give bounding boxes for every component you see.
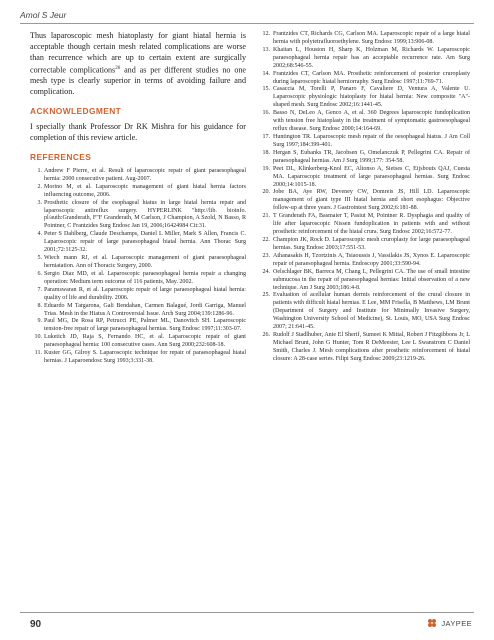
reference-number: 9. bbox=[37, 318, 42, 325]
reference-text: Frantzides CT, Richards CG, Carlson MA. Laparoscopic repair of a large hiatal hernia with polytetrafluoroethylene. Surg Endosc 1999;13:906-08. bbox=[273, 31, 470, 45]
reference-item bbox=[258, 269, 470, 293]
reference-text: Khaitan L, Houston H, Sharp K, Holzman M, Richards W. Laparoscopic paraesophageal hernia repair has an acceptable recurrence rate. Am Surg 2002;68:546-55. bbox=[273, 46, 470, 69]
reference-number: 7. bbox=[37, 286, 42, 293]
reference-number: 12. bbox=[262, 31, 270, 37]
jaypee-logo-icon bbox=[426, 617, 438, 629]
reference-text: Sergio Diaz MD, et al. Laparoscopic paraesophageal hernia repair a changing operation: Medium term outcome of 116 patients, May. 2002. bbox=[44, 270, 246, 285]
reference-text: T Granderath FA, Basmaier T, Pasiut M, Pointner R. Dysphagia and quality of life after laparoscopic Nissen fundoplication in patients with and without prosthetic reinforcement of the hiatal crura. Surg Endosc 2002;16:572-77. bbox=[273, 213, 470, 236]
reference-number: 23. bbox=[262, 252, 270, 259]
reference-text: Andrew F Pierre, et al. Result of laparoscopic repair of giant paraesophageal hernia: 2000 consecutive patient. Aug-2007. bbox=[44, 167, 246, 182]
reference-number: 19. bbox=[262, 165, 270, 172]
acknowledgment-text: I specially thank Professor Dr RK Mishra for his guidance for completion of this review article. bbox=[30, 122, 246, 143]
reference-item bbox=[30, 334, 246, 350]
reference-number: 10. bbox=[34, 334, 42, 341]
reference-item bbox=[30, 303, 246, 319]
reference-item bbox=[258, 110, 470, 134]
reference-text: Champion JK, Rock D. Laparoscopic mesh cruroplasty for large paraesophageal hernias. Surg Endosc 2003;17:551-53. bbox=[273, 236, 470, 251]
reference-text: Morino M, et al. Laparoscopic management of giant hiatal hernia factors influencing outcome, 2006. bbox=[44, 183, 246, 198]
publisher-logo bbox=[426, 617, 472, 629]
reference-list-left bbox=[30, 168, 246, 366]
header-rule bbox=[20, 23, 474, 24]
reference-number: 6. bbox=[37, 270, 42, 277]
reference-item bbox=[258, 253, 470, 269]
reference-number: 1. bbox=[37, 167, 42, 174]
reference-item bbox=[258, 189, 470, 213]
acknowledgment-heading: ACKNOWLEDGMENT bbox=[30, 106, 122, 117]
reference-item bbox=[258, 150, 470, 166]
reference-text: Hergan S, Eubanks TR, Jacobsen G, Omelanczuk P, Pellegrini CA. Repair of paraesophageal hernias. Am J Surg 1999;177: 354-58. bbox=[273, 149, 470, 164]
intro-text-a: Thus laparoscopic mesh hiatoplasty for giant hiatal hernia is acceptable though certain mesh related complications are worse than recurrence which are up to certain extent are surgically correctable complications bbox=[30, 31, 246, 75]
reference-item bbox=[258, 213, 470, 237]
reference-number: 8. bbox=[37, 302, 42, 309]
reference-item bbox=[258, 31, 470, 47]
reference-item bbox=[258, 47, 470, 71]
reference-text: Paul MG, De Rosa RP, Petrucci PE, Palmer ML, Danovitch SH. Laparoscopic tension-free repair of large paraesophageal hernias. Surg Endosc 1997;11:303-07. bbox=[44, 318, 246, 333]
reference-item bbox=[30, 200, 246, 232]
reference-text: Luketich JD, Raja S, Fernando HC, et al. Laparoscopic repair of giant paraesophageal hernia: 100 consecutive cases. Ann Surg 2000;232:608-18. bbox=[44, 334, 246, 349]
page-number: 90 bbox=[30, 619, 42, 630]
reference-text: Paramswaran R, et al. Laparoscopic repair of large paraesophageal hiatal hernia: quality of life and durability. 2006. bbox=[44, 286, 246, 301]
left-column bbox=[30, 31, 246, 366]
reference-list-right bbox=[258, 31, 470, 364]
running-header: Amol S Jeur bbox=[20, 10, 67, 20]
reference-item bbox=[30, 255, 246, 271]
reference-text: Wiech mann RJ, et al. Laparoscopic management of giant paraesophageal herniatation. Ann of Thoracic Surgery, 2000. bbox=[44, 255, 246, 269]
reference-item bbox=[30, 318, 246, 334]
reference-item bbox=[30, 231, 246, 255]
reference-number: 11. bbox=[34, 350, 42, 357]
reference-number: 25. bbox=[262, 292, 270, 299]
reference-item bbox=[258, 166, 470, 190]
reference-number: 4. bbox=[37, 231, 42, 238]
reference-number: 13. bbox=[262, 46, 270, 53]
reference-item bbox=[258, 71, 470, 87]
references-heading: REFERENCES bbox=[30, 151, 92, 162]
publisher-name: JAYPEE bbox=[441, 618, 472, 628]
reference-text: Athanasakis H, Tzortzinis A, Tsiaoussis J, Vassilakis JS, Xynos E. Laparoscopic repair of paraesophageal hernia. Endoscopy 2001;33:590-94. bbox=[273, 252, 470, 267]
reference-number: 5. bbox=[37, 255, 42, 262]
footer-rule bbox=[20, 612, 474, 613]
reference-text: Eduardo M Targarona, Gali Bendahan, Carmen Balagué, Jordi Garriga, Manuel Trias. Mesh in the Hiatus A Controversial Issue. Arch Surg 2004;139:1286-96. bbox=[44, 302, 246, 317]
reference-item bbox=[30, 271, 246, 287]
reference-item bbox=[30, 184, 246, 200]
reference-text: Peet DL, Klinkerberg-Knol EC, Altonso A, Sietses C, Eijsbouts QAJ, Cuesta MA. Laparoscopic treatment of large paraesophageal hernias. Surg Endosc 2000;14:1015-18. bbox=[273, 165, 470, 188]
reference-text: Prosthetic closure of the esophageal hiatus in large hiatal hernia repair and laparoscopic antireflux surgery. HYPERLINK "http://lib. bioinfo. pl/auth:Granderath, F"F Granderath, M Carlson, J Champion, A Szold, N Basso, R Pointner, C Frantzides Surg Endosc Jan 19, 2006;16424984 Cit:31. bbox=[44, 199, 246, 230]
reference-number: 18. bbox=[262, 149, 270, 156]
reference-text: Jobe BA, Aye RW, Deveney CW, Domreis JS, Hill LD. Laparoscopic management of giant type III hiatal hernia and short esophagus: Objective follow-up at three years. J Gastrointest Surg 2002;6:181-88. bbox=[273, 189, 470, 212]
reference-number: 16. bbox=[262, 110, 270, 117]
reference-item bbox=[258, 237, 470, 253]
reference-item bbox=[30, 168, 246, 184]
reference-text: Frantzides CT, Carlson MA. Prosthetic reinforcement of posterior cruroplasty during laparoscopic hiatal herniorraphy. Surg Endosc 1997;11:769-71. bbox=[273, 70, 470, 85]
intro-paragraph bbox=[30, 31, 246, 98]
reference-number: 26. bbox=[262, 332, 270, 339]
reference-text: Basso N, DeLeo A, Genco A, et al. 360 Degrees laparoscopic fundoplication with tension free hiatoplasty in the treatment of symptomatic gastroesophageal reflux disease. Surg Endosc 2000;14:164-69. bbox=[273, 110, 470, 133]
reference-text: Huntington TR. Laparoscopic mesh repair of the oesophageal hiatus. J Am Coll Surg 1997;184:399-401. bbox=[273, 133, 470, 148]
reference-item bbox=[258, 332, 470, 364]
reference-text: Casaccia M, Torelli P, Panaro F, Cavaliere D, Ventura A, Valente U. Laparoscopic physiologic hiatoplasty for hiatal hernia: New composite "A"-shaped mesh. Surg Endosc 2002;16:1441-45. bbox=[273, 86, 470, 109]
reference-number: 21. bbox=[262, 213, 270, 220]
citation-superscript: 26 bbox=[115, 65, 121, 71]
reference-number: 24. bbox=[262, 268, 270, 275]
reference-number: 14. bbox=[262, 70, 270, 77]
reference-item bbox=[258, 86, 470, 110]
reference-number: 15. bbox=[262, 86, 270, 93]
reference-number: 17. bbox=[262, 133, 270, 140]
reference-text: Rudolf J Stadlhuber, Anie El Sherif, Sumeet K Mittal, Robert J Fitzgibbons Jr, L Michael Brunt, John G Hunter, Tom R DeMeester, Lee L Swanstrom C Daniel Smith, Charles J. Mesh complications after prosthetic reinforcement of hiatal closure: A 28-case series. Filipi Surg Endosc 2009;23:1219-26. bbox=[273, 332, 470, 362]
reference-text: Evaluation of acellular human dermis reinforcement of the crural closure in patients with difficult hiatal hernias. E Lee, MM Frisella, B Matthews, LM Brunt (Department of Surgery and Institute for Minimally Invasive Surgery, Washington University School of Medicine), St. Louis, MO, USA Surg Endosc 2007; 21:641-45. bbox=[273, 292, 470, 331]
reference-number: 3. bbox=[37, 199, 42, 206]
reference-item bbox=[30, 350, 246, 366]
reference-item bbox=[258, 134, 470, 150]
intro-text-b: and as per different studies no one mesh type is clearly superior in terms of avoiding failure and complication. bbox=[30, 65, 247, 97]
reference-text: Oelschlager BK, Barreca M, Chang L, Pellegrini CA. The use of small intestine submucosa in the repair of paraesophageal hernias: Initial observation of a new technique. Am J Surg 2003;186:4-8. bbox=[273, 268, 470, 291]
right-column bbox=[258, 31, 470, 364]
reference-text: Peter S Dahlberg, Claude Deschamps, Daniel L Miller, Mark S Allen, Francis C. Laparoscopic repair of large paraesophageal hiatal hernia. Ann Thorac Surg 2001;72:1125-32. bbox=[44, 231, 246, 254]
reference-number: 2. bbox=[37, 183, 42, 190]
reference-number: 20. bbox=[262, 189, 270, 196]
reference-number: 22. bbox=[262, 236, 270, 243]
reference-text: Kuster GG, Gilroy S. Laparoscopic technique for repair of paraesophageal hiatal hernias. J Laparoendosc Surg 1993;3:331-38. bbox=[44, 350, 246, 365]
reference-item bbox=[30, 287, 246, 303]
reference-item bbox=[258, 292, 470, 332]
